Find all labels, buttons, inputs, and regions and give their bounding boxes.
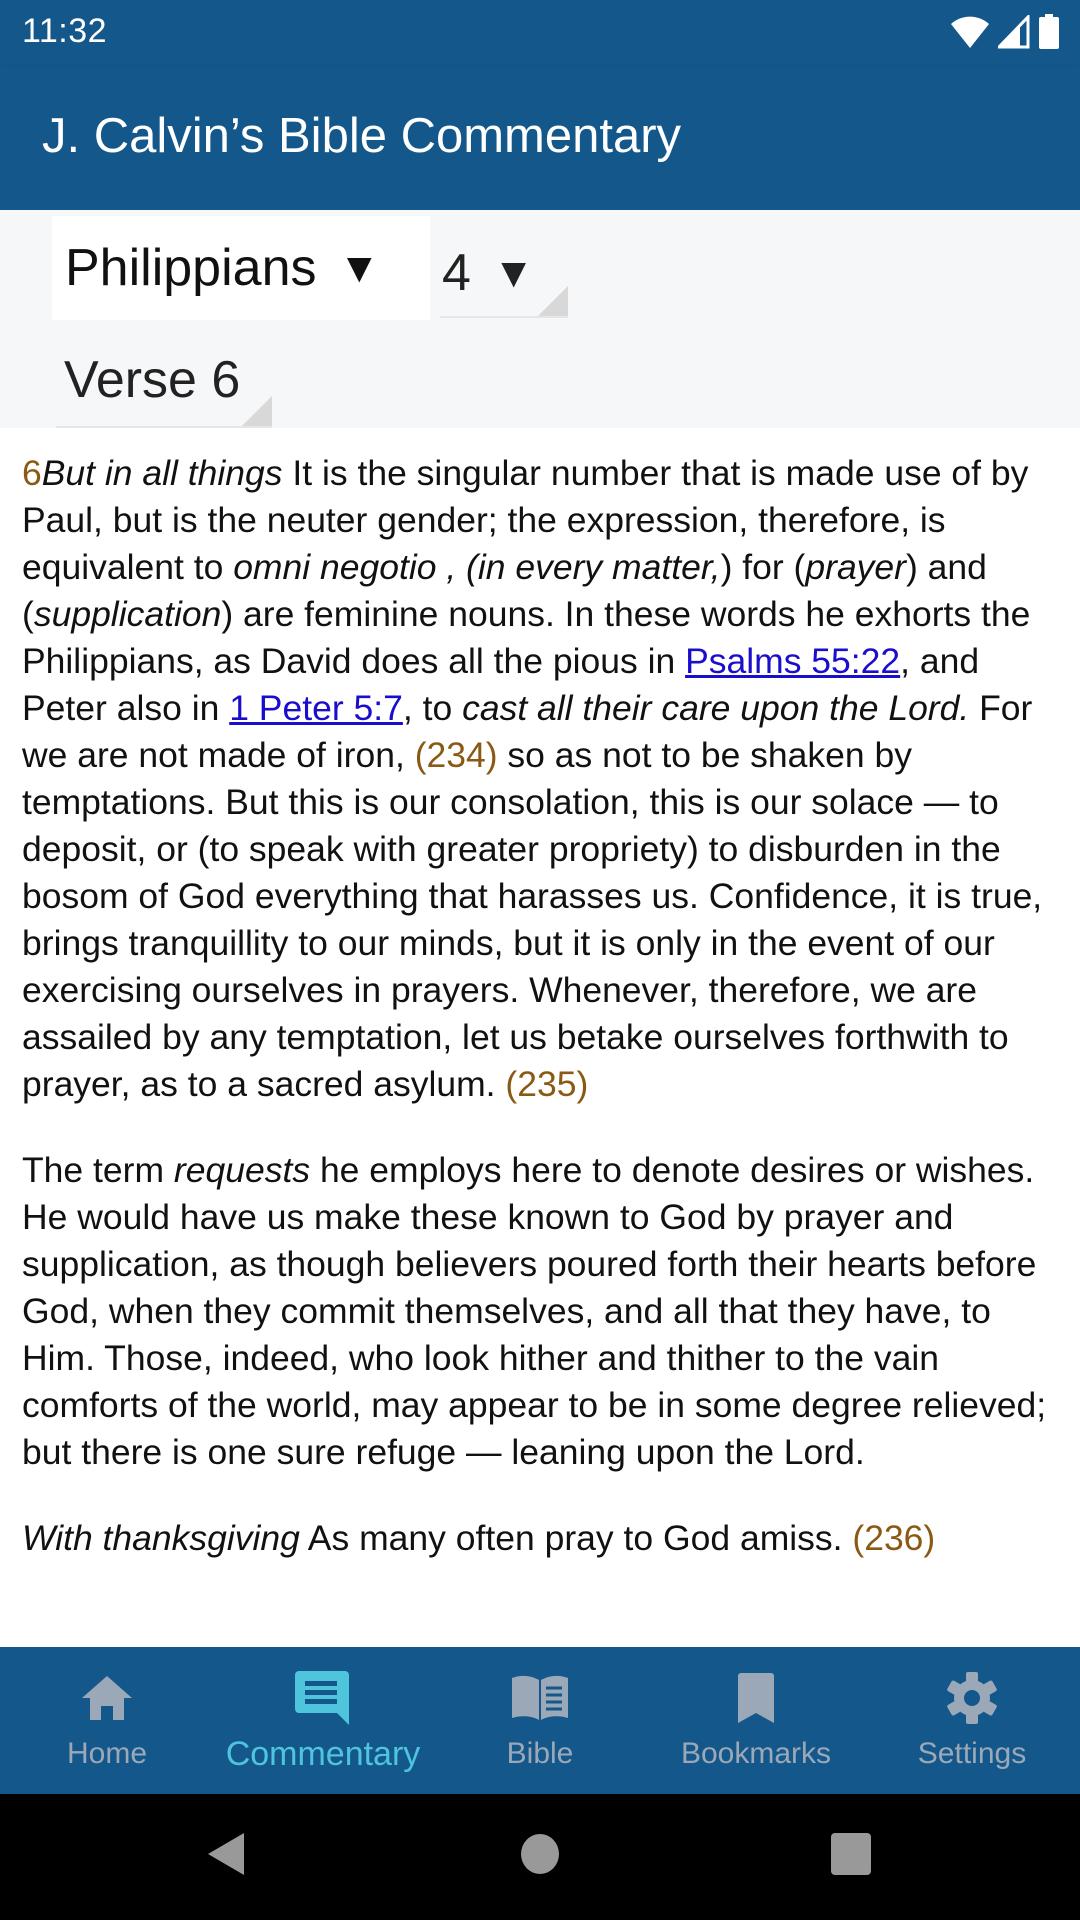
commentary-paragraph <box>22 450 1058 1108</box>
bottom-navigation <box>0 1647 1080 1794</box>
nav-item-settings[interactable] <box>864 1647 1080 1794</box>
dropdown-arrow-icon: ▼ <box>338 244 381 291</box>
commentary-paragraph <box>22 1147 1058 1476</box>
status-bar <box>0 0 1080 66</box>
nav-label: Commentary <box>225 1735 421 1773</box>
text-italic: cast all their care upon the Lord. <box>462 688 970 728</box>
status-time: 11:32 <box>22 12 108 50</box>
app-bar <box>0 66 1080 210</box>
scripture-link-1-peter[interactable]: 1 Peter 5:7 <box>229 688 403 728</box>
text: For we are not made of iron, <box>22 688 1033 775</box>
back-icon[interactable] <box>206 1832 246 1881</box>
nav-item-bookmarks[interactable] <box>648 1647 864 1794</box>
nav-label: Settings <box>917 1737 1027 1770</box>
chapter-dropdown-value: 4 <box>442 244 471 302</box>
nav-item-commentary[interactable] <box>214 1647 432 1794</box>
spinner-corner-icon <box>242 396 272 426</box>
book-open-icon <box>510 1669 570 1727</box>
text: he employs here to denote desires or wishes. He would have us make these known to God by prayer and supplication, as though believers poured forth their hearts before God, when they commit themselves, and all that they have, to Him. Those, indeed, who look hither and thither to the vain comforts of the world, may appear to be in some degree relieved; but there is one sure refuge — leaning upon the Lord. <box>22 1150 1047 1472</box>
app-title: J. Calvin’s Bible Commentary <box>42 109 682 163</box>
nav-item-home[interactable] <box>0 1647 214 1794</box>
text-italic: prayer <box>805 547 906 587</box>
footnote-link[interactable]: (234) <box>414 735 498 775</box>
text-italic: supplication <box>33 594 222 634</box>
text: It is the singular number that is made use of by Paul, but is the neuter gender; the expression, therefore, is equivalent to <box>22 453 1029 587</box>
verse-number: 6 <box>22 453 42 493</box>
recents-icon[interactable] <box>830 1832 872 1881</box>
status-icons <box>950 14 1060 50</box>
verse-phrase: With thanksgiving <box>22 1518 300 1558</box>
text: , and Peter also in <box>22 641 980 728</box>
text: The term <box>22 1150 174 1190</box>
passage-selector-area <box>0 210 1080 428</box>
battery-icon <box>1038 14 1060 50</box>
scripture-link-psalms[interactable]: Psalms 55:22 <box>685 641 901 681</box>
text: ) and ( <box>22 547 987 634</box>
home-circle-icon[interactable] <box>520 1832 560 1881</box>
system-navigation-bar <box>0 1794 1080 1920</box>
footnote-link[interactable]: (236) <box>852 1518 936 1558</box>
text: As many often pray to God amiss. <box>299 1518 853 1558</box>
verse-phrase: But in all things <box>41 453 283 493</box>
text-italic: omni negotio , (in every matter, <box>233 547 721 587</box>
text: ) are feminine nouns. In these words he exhorts the Philippians, as David does all the pious in <box>22 594 1031 681</box>
nav-label: Home <box>66 1737 148 1770</box>
nav-item-bible[interactable] <box>432 1647 648 1794</box>
chapter-dropdown[interactable] <box>440 230 568 318</box>
nav-label: Bible <box>506 1737 574 1770</box>
footnote-link[interactable]: (235) <box>505 1064 589 1104</box>
text: ) for ( <box>720 547 806 587</box>
gear-icon <box>946 1669 998 1727</box>
nav-label: Bookmarks <box>680 1737 832 1770</box>
spinner-corner-icon <box>538 286 568 316</box>
commentary-paragraph <box>22 1515 1058 1562</box>
bookmark-icon <box>737 1669 775 1727</box>
comment-icon <box>295 1669 351 1727</box>
text: , to <box>402 688 463 728</box>
book-dropdown-value: Philippians <box>65 239 317 297</box>
book-dropdown[interactable] <box>52 216 430 320</box>
text: so as not to be shaken by temptations. But this is our consolation, this is our solace — to deposit, or (to speak with greater propriety) to disburden in the bosom of God everything that harasses us. Confidence, it is true, brings tranquillity to our minds, but it is only in the event of our exercising ourselves in prayers. Whenever, therefore, we are assailed by any temptation, let us betake ourselves forthwith to prayer, as to a sacred asylum. <box>22 735 1043 1104</box>
text-italic: requests <box>173 1150 311 1190</box>
cell-signal-icon <box>998 15 1030 49</box>
verse-dropdown-value: Verse 6 <box>64 351 241 409</box>
verse-dropdown[interactable] <box>56 334 272 428</box>
dropdown-arrow-icon: ▼ <box>492 249 535 296</box>
commentary-content[interactable] <box>0 428 1080 1647</box>
home-icon <box>80 1669 134 1727</box>
wifi-icon <box>950 15 990 49</box>
